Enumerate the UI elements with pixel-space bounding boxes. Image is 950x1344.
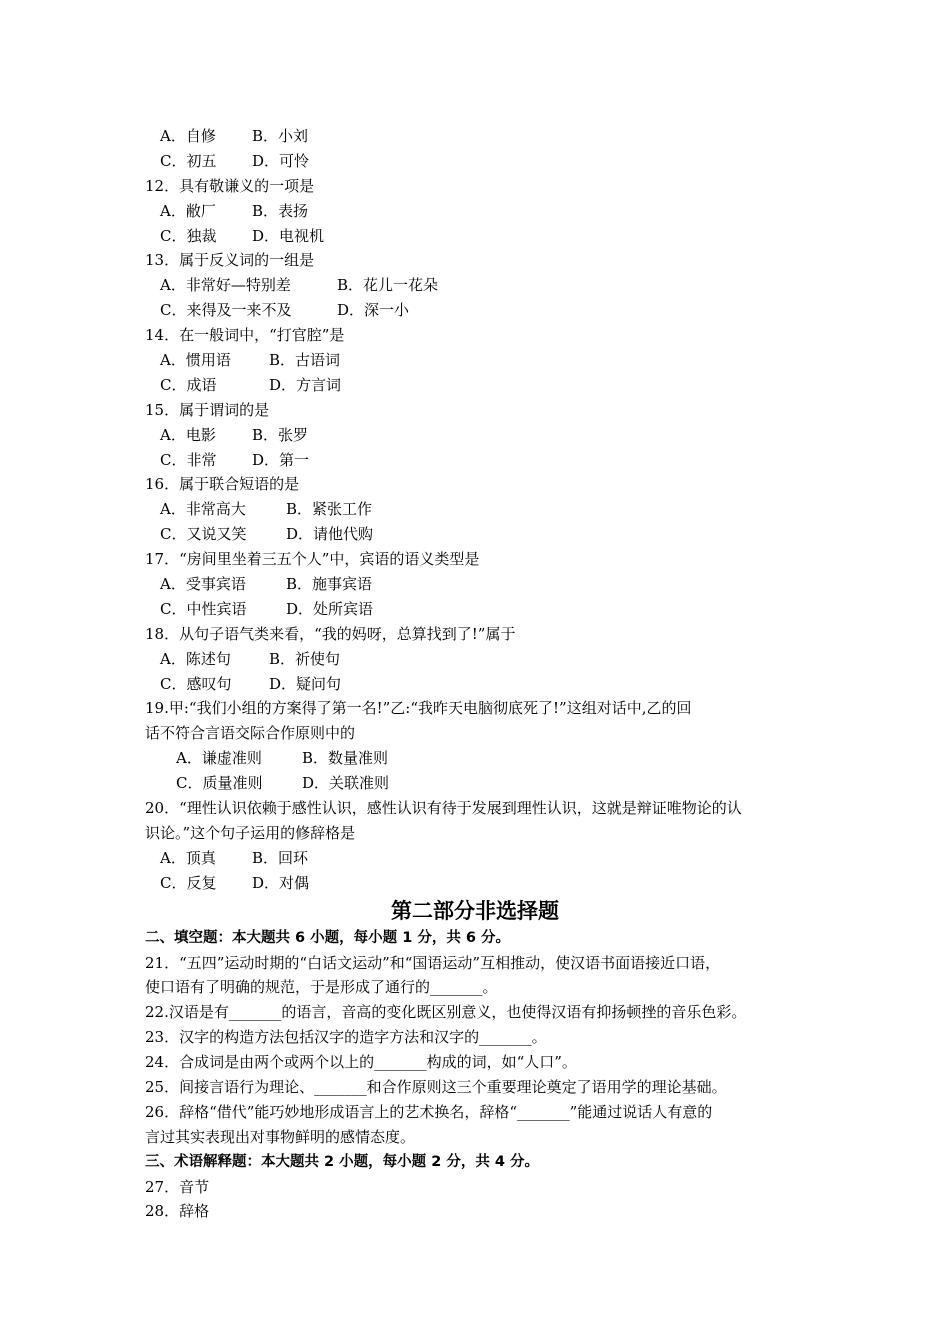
option-row	[0, 273, 950, 298]
option-a: A．惯用语	[160, 351, 231, 370]
question-line: 识论。”这个句子运用的修辞格是	[145, 823, 356, 842]
question-line: 21．“五四”运动时期的“白话文运动”和“国语运动”互相推动，使汉语书面语接近口语，	[145, 953, 721, 972]
question-line: 19.甲:“我们小组的方案得了第一名!”乙:“我昨天电脑彻底死了!”这组对话中,乙的回	[145, 699, 692, 718]
option-a: C．成语	[160, 375, 217, 394]
option-a: A．自修	[160, 127, 216, 145]
option-a: A．敝厂	[160, 201, 216, 220]
question-line: 18．从句子语气类来看，“我的妈呀，总算找到了!”属于	[145, 624, 516, 643]
option-b: D．关联准则	[302, 774, 390, 793]
option-row	[0, 298, 950, 323]
option-row	[0, 497, 950, 522]
option-row	[0, 522, 950, 547]
question-line: 23．汉字的构造方法包括汉字的造字方法和汉字的_______。	[145, 1028, 547, 1047]
option-a: A．谦虚准则	[176, 749, 262, 768]
option-a: C．感叹句	[160, 674, 232, 693]
option-row	[0, 771, 950, 796]
option-b: D．方言词	[269, 375, 342, 394]
question-line: 14．在一般词中，“打官腔”是	[145, 326, 345, 345]
option-a: C．中性宾语	[160, 599, 247, 618]
question-line: 15．属于谓词的是	[145, 400, 270, 419]
option-b: D．第一	[252, 450, 310, 469]
option-a: A．电影	[160, 425, 216, 444]
document-page	[0, 124, 950, 1224]
option-row	[0, 348, 950, 373]
option-row	[0, 672, 950, 697]
option-row	[0, 846, 950, 871]
option-row	[0, 224, 950, 249]
section-title: 二、填空题：本大题共 6 小题，每小题 1 分，共 6 分。	[145, 929, 511, 946]
option-a: A．顶真	[160, 848, 216, 867]
option-a: A．非常高大	[160, 500, 246, 519]
question-line: 20．“理性认识依赖于感性认识，感性认识有待于发展到理性认识，这就是辩证唯物论的认	[145, 799, 742, 818]
option-b: B．小刘	[252, 127, 309, 145]
option-b: D．请他代购	[286, 525, 374, 544]
option-a: C．独裁	[160, 226, 217, 245]
option-b: B．古语词	[269, 351, 341, 370]
section-title: 三、术语解释题：本大题共 2 小题，每小题 2 分，共 4 分。	[145, 1153, 540, 1170]
option-b: B．紧张工作	[286, 500, 373, 519]
option-row	[0, 423, 950, 448]
option-a: C．来得及一来不及	[160, 301, 292, 320]
option-b: D．处所宾语	[286, 599, 374, 618]
option-b: D．可怜	[252, 151, 310, 170]
option-b: B．数量准则	[302, 749, 389, 768]
option-b: B．张罗	[252, 425, 309, 444]
option-row	[0, 572, 950, 597]
option-row	[0, 124, 950, 149]
option-b: D．对偶	[252, 873, 310, 892]
question-line: 22.汉语是有_______的语言，音高的变化既区别意义，也使得汉语有抑扬顿挫的音乐色彩。	[145, 1003, 747, 1022]
question-line: 27．音节	[145, 1177, 210, 1196]
option-row	[0, 746, 950, 771]
question-line: 使口语有了明确的规范，于是形成了通行的_______。	[145, 978, 498, 997]
question-line: 话不符合言语交际合作原则中的	[145, 724, 356, 743]
question-line: 25．间接言语行为理论、_______和合作原则这三个重要理论奠定了语用学的理论基础。	[145, 1077, 727, 1096]
option-row	[0, 597, 950, 622]
question-line: 26．辞格“借代”能巧妙地形成语言上的艺术换名，辞格“_______”能通过说话人有意的	[145, 1102, 713, 1121]
option-b: D．疑问句	[269, 674, 342, 693]
question-line: 28．辞格	[145, 1202, 210, 1221]
option-a: C．质量准则	[176, 774, 263, 793]
option-row	[0, 373, 950, 398]
question-line: 24．合成词是由两个或两个以上的_______构成的词，如“人口”。	[145, 1053, 577, 1072]
section-heading: 第二部分非选择题	[391, 898, 559, 923]
option-b: B．施事宾语	[286, 575, 373, 594]
question-line: 12．具有敬谦义的一项是	[145, 176, 315, 195]
option-a: C．反复	[160, 873, 217, 892]
option-a: A．非常好—特别差	[160, 276, 291, 295]
option-row	[0, 199, 950, 224]
option-b: D．深一小	[337, 301, 410, 320]
option-b: B．回环	[252, 848, 309, 867]
option-a: C．非常	[160, 450, 217, 469]
option-b: D．电视机	[252, 226, 325, 245]
option-a: A．陈述句	[160, 649, 231, 668]
question-line: 13．属于反义词的一组是	[145, 251, 315, 270]
option-a: C．又说又笑	[160, 525, 247, 544]
option-b: B．表扬	[252, 201, 309, 220]
option-a: C．初五	[160, 151, 217, 170]
option-b: B．花儿一花朵	[337, 276, 439, 295]
option-row	[0, 448, 950, 473]
option-row	[0, 149, 950, 174]
question-line: 16．属于联合短语的是	[145, 475, 300, 494]
option-a: A．受事宾语	[160, 575, 246, 594]
question-line: 17．“房间里坐着三五个人”中，宾语的语义类型是	[145, 550, 480, 569]
option-row	[0, 871, 950, 896]
option-b: B．祈使句	[269, 649, 341, 668]
option-row	[0, 647, 950, 672]
question-line: 言过其实表现出对事物鲜明的感情态度。	[145, 1127, 416, 1146]
